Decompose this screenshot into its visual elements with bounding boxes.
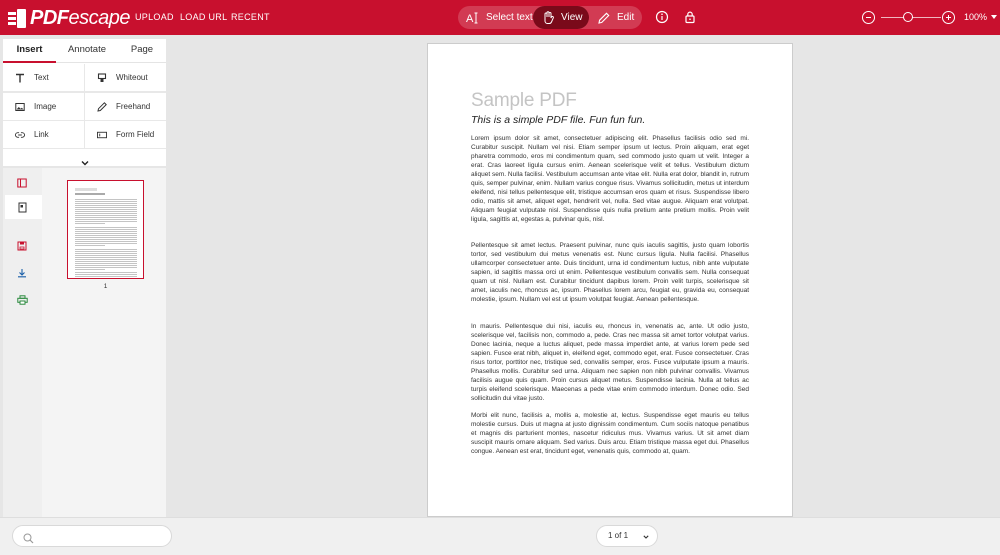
tools-panel	[3, 39, 166, 166]
thumbnail-line	[75, 207, 137, 208]
link-icon	[15, 130, 25, 140]
document-title: Sample PDF	[471, 90, 577, 111]
load-url-link[interactable]: LOAD URL	[180, 12, 228, 22]
zoom-level-select[interactable]: 100%	[964, 12, 988, 22]
zoom-slider-thumb[interactable]	[903, 12, 913, 22]
document-paragraph: Morbi elit nunc, facilisis a, mollis a, molestie at, lectus. Suspendisse eget mauris eu tellus molestie cursus. Duis ut magna at justo dignissim condimentum. Cum sociis natoque penatibus et magnis dis parturient montes, nascetur ridiculus mus. Vivamus varius. Ut sit amet diam suscipit mauris ornare aliquam. Sed varius. Duis arcu. Etiam tristique massa eget dui. Phasellus congue. Aenean est erat, tincidunt eget, venenatis quis, commodo at, quam.	[471, 412, 749, 455]
thumbnail-line	[75, 276, 137, 277]
thumbnail-line	[75, 251, 137, 252]
mode-switcher	[458, 6, 642, 29]
text-icon	[15, 73, 25, 83]
thumbnail-page-number: 1	[103, 283, 108, 290]
tab-insert[interactable]: Insert	[3, 39, 56, 63]
thumbnail-line	[75, 253, 137, 254]
page-indicator: 1 of 1	[608, 531, 629, 540]
thumbnail-line	[75, 272, 137, 273]
thumbnail-line	[75, 237, 137, 238]
text-tool-button[interactable]	[3, 64, 84, 91]
freehand-tool-label: Freehand	[116, 102, 151, 111]
chevron-down-icon	[643, 533, 649, 539]
download-icon[interactable]	[16, 267, 28, 279]
view-button[interactable]	[533, 6, 589, 29]
thumbnail-line	[75, 257, 137, 258]
thumbnail-line	[75, 245, 105, 246]
thumbnail-line	[75, 249, 137, 250]
whiteout-tool-button[interactable]	[85, 64, 166, 91]
thumbnail-line	[75, 233, 137, 234]
form-field-icon	[97, 130, 107, 140]
lock-icon[interactable]	[683, 10, 697, 24]
document-paragraph: In mauris. Pellentesque dui nisi, iaculis eu, rhoncus in, venenatis ac, ante. Ut odio justo, scelerisque vel, facilisis non, commodo a, pede. Cras nec massa sit amet tortor volutpat varius. Donec lacinia, neque a luctus aliquet, pede massa imperdiet ante, at varius lorem pede sed sapien. Fusce erat nibh, aliquet in, eleifend eget, commodo eget, erat. Fusce consectetuer. Cras risus tortor, porttitor nec, tristique sed, convallis semper, eros. Fusce vulputate ipsum a mauris. Phasellus mollis. Curabitur sed urna. Aliquam nec sapien non nibh pulvinar convallis. Vivamus facilisis augue quis quam. Proin cursus aliquet metus. Suspendisse lacinia. Nulla at tellus ac turpis eleifend scelerisque. Maecenas a pede vitae enim commodo interdum. Donec odio. Sed sollicitudin dui vitae justo.	[471, 323, 749, 402]
pen-icon	[97, 102, 107, 112]
thumbnail-line	[75, 213, 137, 214]
thumbnail-line	[75, 263, 137, 264]
thumbnail-title-line	[75, 188, 97, 191]
thumbnail-line	[75, 229, 137, 230]
search-icon	[23, 531, 34, 542]
edit-button[interactable]	[597, 6, 634, 29]
document-subtitle: This is a simple PDF file. Fun fun fun.	[471, 114, 646, 126]
side-panel	[3, 168, 166, 517]
tab-annotate[interactable]: Annotate	[67, 44, 107, 55]
logo-icon	[8, 8, 26, 28]
thumbnail-line	[75, 211, 137, 212]
view-label: View	[561, 12, 583, 23]
bookmarks-icon[interactable]	[16, 177, 28, 189]
pencil-icon	[597, 11, 611, 25]
eraser-icon	[97, 73, 107, 83]
document-page[interactable]	[427, 43, 793, 517]
freehand-tool-button[interactable]	[85, 93, 166, 120]
text-cursor-icon	[466, 11, 480, 25]
hand-icon	[541, 11, 555, 25]
thumbnail-subtitle-line	[75, 193, 105, 195]
whiteout-tool-label: Whiteout	[116, 73, 148, 82]
select-text-label: Select text	[486, 12, 533, 23]
thumbnail-line	[75, 239, 137, 240]
thumbnail-line	[75, 217, 137, 218]
thumbnail-line	[75, 243, 137, 244]
thumbnail-line	[75, 209, 137, 210]
top-bar	[0, 0, 1000, 35]
thumbnail-line	[75, 265, 137, 266]
chevron-down-icon[interactable]	[991, 15, 997, 19]
text-tool-label: Text	[34, 73, 49, 82]
link-tool-button[interactable]	[3, 121, 84, 148]
recent-link[interactable]: RECENT	[231, 12, 270, 22]
form-field-tool-label: Form Field	[116, 130, 155, 139]
edit-label: Edit	[617, 12, 635, 23]
thumbnail-line	[75, 269, 105, 270]
thumbnail-line	[75, 255, 137, 256]
logo-text	[30, 7, 130, 30]
select-text-button[interactable]	[466, 6, 533, 29]
thumbnail-line	[75, 199, 137, 200]
form-field-tool-button[interactable]	[85, 121, 166, 148]
thumbnail-line	[75, 219, 137, 220]
logo-text-light: escape	[68, 6, 130, 29]
svg-text:A: A	[466, 12, 474, 24]
thumbnail-line	[75, 201, 137, 202]
tool-tabs	[3, 39, 166, 63]
document-paragraph: Pellentesque sit amet lectus. Praesent pulvinar, nunc quis iaculis sagittis, justo quam lobortis tortor, sed vestibulum dui metus venenatis est. Nunc cursus ligula. Nulla facilisi. Phasellus ullamcorper consectetuer ante. Duis tincidunt, urna id condimentum luctus, nibh ante vulputate sapien, id sagittis massa orci ut enim. Pellentesque vestibulum convallis sem. Nulla consequat quam ut nisl. Nullam est. Curabitur tincidunt dapibus lorem. Proin velit turpis, scelerisque sit amet, iaculis nec, rhoncus ac, ipsum. Phasellus lorem arcu, feugiat eu, gravida eu, consequat molestie, ipsum. Nullam vel est ut ipsum volutpat feugiat. Aenean pellentesque.	[471, 242, 749, 303]
thumbnail-line	[75, 223, 105, 224]
save-icon[interactable]	[16, 240, 28, 252]
thumbnail-line	[75, 267, 137, 268]
search-box[interactable]	[12, 525, 172, 547]
search-input[interactable]	[39, 528, 164, 544]
thumbnail-line	[75, 215, 137, 216]
expand-tools-icon[interactable]	[81, 153, 89, 159]
thumbnail-line	[75, 231, 137, 232]
print-icon[interactable]	[16, 294, 28, 306]
pages-icon[interactable]	[16, 201, 28, 213]
tab-page[interactable]: Page	[130, 44, 154, 55]
info-icon[interactable]	[655, 10, 669, 24]
zoom-out-icon[interactable]	[862, 11, 875, 24]
thumbnail-line	[75, 227, 137, 228]
thumbnail-line	[75, 235, 137, 236]
thumbnail-line	[75, 203, 137, 204]
side-icon-bar	[3, 168, 42, 517]
zoom-in-icon[interactable]	[942, 11, 955, 24]
image-tool-label: Image	[34, 102, 57, 111]
pdfescape-logo[interactable]	[8, 7, 130, 29]
image-icon	[15, 102, 25, 112]
logo-text-bold: PDF	[30, 6, 69, 29]
document-paragraph: Lorem ipsum dolor sit amet, consectetuer adipiscing elit. Phasellus facilisis odio sed mi. Curabitur suscipit. Nullam vel nisi. Etiam semper ipsum ut lectus. Proin aliquam, erat eget pharetra commodo, eros mi condimentum quam, sed commodo justo quam ut velit. Integer a erat. Cras laoreet ligula cursus enim. Aenean scelerisque velit et tellus. Vestibulum dictum aliquet sem. Nulla facilisi. Vestibulum accumsan ante vitae elit. Nulla erat dolor, blandit in, rutrum quis, semper pulvinar, enim. Nullam varius congue risus. Vivamus sollicitudin, metus ut interdum eleifend, nisi tellus pellentesque elit, tristique accumsan eros quam et risus. Suspendisse libero odio, mattis sit amet, aliquet eget, hendrerit vel, nulla. Sed vitae augue. Aliquam erat volutpat. Aliquam feugiat vulputate nisl. Suspendisse quis nulla pretium ante pretium mollis. Proin velit ligula, sagittis at, egestas a, pulvinar quis, nisl.	[471, 135, 749, 223]
thumbnail-line	[75, 274, 137, 275]
bottom-bar	[0, 517, 1000, 555]
page-thumbnail[interactable]	[67, 180, 144, 279]
link-tool-label: Link	[34, 130, 49, 139]
thumbnail-line	[75, 259, 137, 260]
thumbnail-line	[75, 205, 137, 206]
page-selector[interactable]	[596, 525, 658, 547]
image-tool-button[interactable]	[3, 93, 84, 120]
thumbnail-line	[75, 261, 137, 262]
upload-link[interactable]: UPLOAD	[135, 12, 174, 22]
thumbnail-line	[75, 241, 137, 242]
thumbnail-line	[75, 221, 137, 222]
